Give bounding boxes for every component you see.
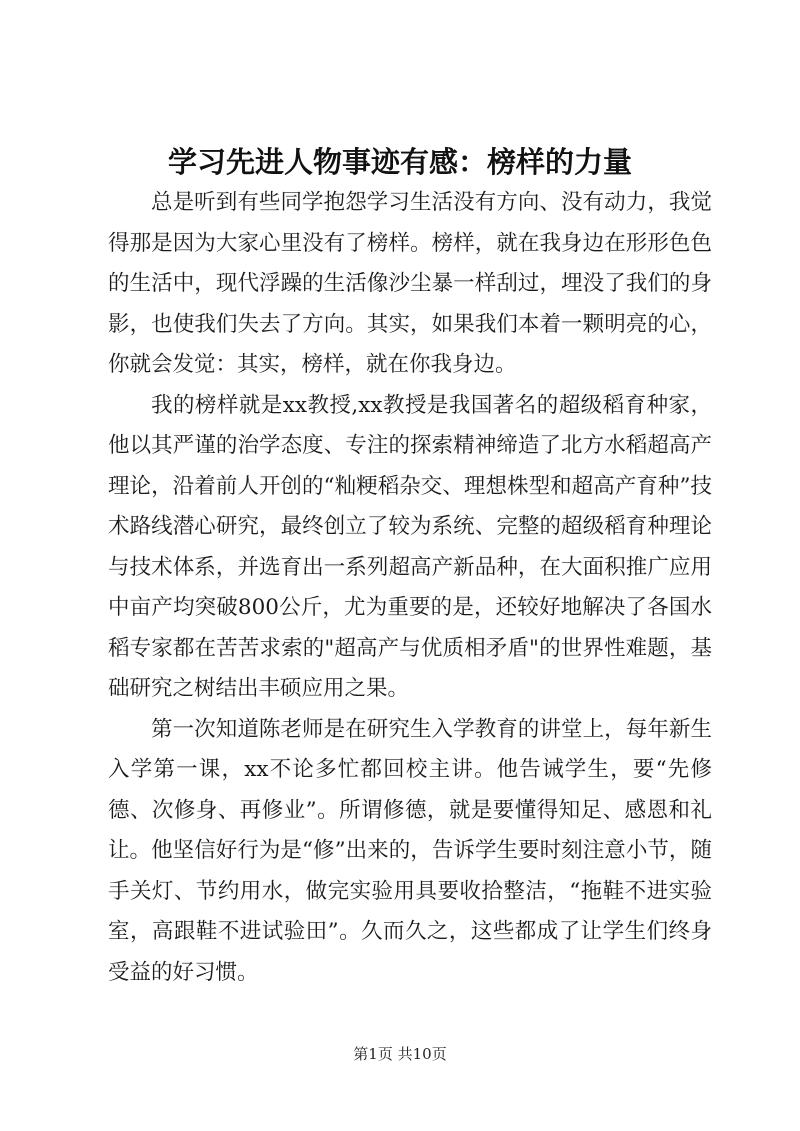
- paragraph-2: 我的榜样就是xx教授,xx教授是我国著名的超级稻育种家，他以其严谨的治学态度、专注的探索精神缔造了北方水稻超高产理论，沿着前人开创的“籼粳稻杂交、理想株型和超高产育种”技术路线潜心研究，最终创立了较为系统、完整的超级稻育种理论与技术体系，并选育出一系列超高产新品种，在大面积推广应用中亩产均突破800公斤，尤为重要的是，还较好地解决了各国水稻专家都在苦苦求索的"超高产与优质相矛盾"的世界性难题，基础研究之树结出丰硕应用之果。: [108, 392, 712, 701]
- document-body: [108, 183, 712, 993]
- paragraph-1: 总是听到有些同学抱怨学习生活没有方向、没有动力，我觉得那是因为大家心里没有了榜样。榜样，就在我身边在形形色色的生活中，现代浮躁的生活像沙尘暴一样刮过，埋没了我们的身影，也使我们失去了方向。其实，如果我们本着一颗明亮的心，你就会发觉：其实，榜样，就在你我身边。: [108, 190, 712, 377]
- page-number-footer: 第1页 共10页: [353, 1045, 447, 1063]
- paragraph-3: 第一次知道陈老师是在研究生入学教育的讲堂上，每年新生入学第一课，xx不论多忙都回校主讲。他告诫学生，要“先修德、次修身、再修业”。所谓修德，就是要懂得知足、感恩和礼让。他坚信好行为是“修”出来的，告诉学生要时刻注意小节，随手关灯、节约用水，做完实验用具要收拾整洁，“拖鞋不进实验室，高跟鞋不进试验田”。久而久之，这些都成了让学生们终身受益的好习惯。: [108, 716, 712, 985]
- document-title: 学习先进人物事迹有感：榜样的力量: [167, 145, 632, 179]
